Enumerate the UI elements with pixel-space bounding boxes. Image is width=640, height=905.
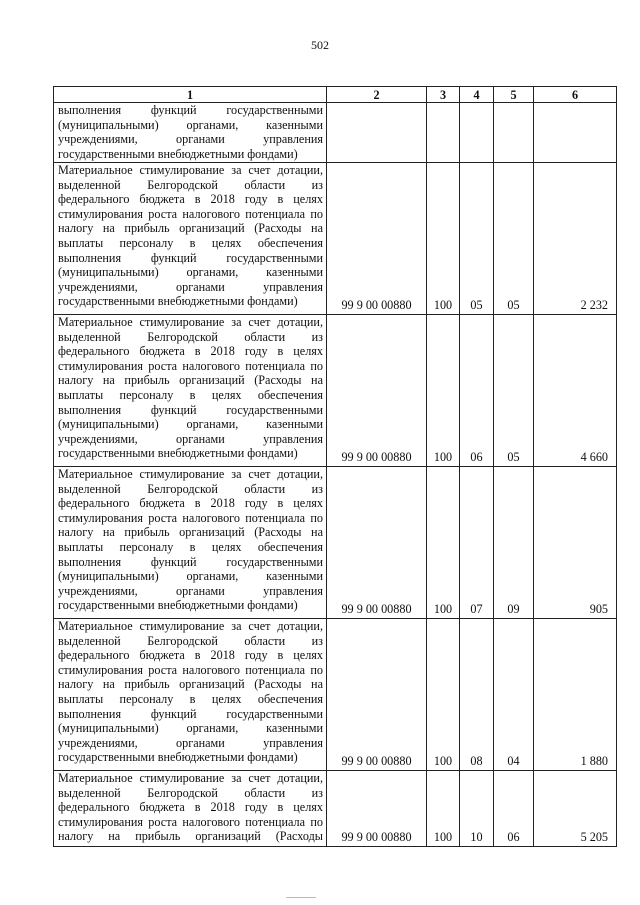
row-col4: 07 [460,467,494,619]
row-col4: 05 [460,163,494,315]
continuation-code-cell [327,103,427,163]
row-amount: 1 880 [534,619,617,771]
table-row [54,163,617,315]
row-description [54,315,327,467]
continuation-col5-cell [494,103,534,163]
continuation-description [54,103,327,163]
row-amount: 4 660 [534,315,617,467]
page-number: 502 [311,38,329,52]
continuation-amount-cell [534,103,617,163]
row-description [54,619,327,771]
row-amount: 5 205 [534,771,617,847]
budget-table [53,86,617,847]
row-col3: 100 [427,163,460,315]
row-col4: 08 [460,619,494,771]
header-col-4: 4 [460,87,494,103]
row-col3: 100 [427,315,460,467]
row-code: 99 9 00 00880 [327,619,427,771]
row-col5: 05 [494,315,534,467]
header-row [54,87,617,103]
row-description [54,771,327,847]
continuation-col4-cell [460,103,494,163]
row-description-text: Материальное стимулирование за счет дотации, выделенной Белгородской области из федерального бюджета в 2018 году в целях стимулирования роста налогового потенциала по налогу на прибыль организаций (Расходы [58,771,323,844]
row-code: 99 9 00 00880 [327,163,427,315]
header-col-5: 5 [494,87,534,103]
continuation-row [54,103,617,163]
table-header [54,87,617,103]
continuation-col3-cell [427,103,460,163]
header-col-1: 1 [54,87,327,103]
row-col3: 100 [427,771,460,847]
row-description-text: Материальное стимулирование за счет дотации, выделенной Белгородской области из федерального бюджета в 2018 году в целях стимулирования роста налогового потенциала по налогу на прибыль организаций (Расходы на выплаты персоналу в целях обеспечения выполнения функций государственными (муниципальными) органами, казенными учреждениями, органами управления государственными внебюджетными фондами) [58,163,323,309]
row-amount: 2 232 [534,163,617,315]
table-row [54,771,617,847]
table-row [54,467,617,619]
table-body [54,103,617,847]
row-col3: 100 [427,467,460,619]
continuation-text: выполнения функций государственными (муниципальными) органами, казенными учреждениями, органами управления государственными внебюджетными фондами) [58,103,323,161]
row-code: 99 9 00 00880 [327,315,427,467]
row-col5: 06 [494,771,534,847]
row-description-text: Материальное стимулирование за счет дотации, выделенной Белгородской области из федерального бюджета в 2018 году в целях стимулирования роста налогового потенциала по налогу на прибыль организаций (Расходы на выплаты персоналу в целях обеспечения выполнения функций государственными (муниципальными) органами, казенными учреждениями, органами управления государственными внебюджетными фондами) [58,467,323,613]
row-col4: 06 [460,315,494,467]
page-bottom-mark [286,897,316,898]
header-col-6: 6 [534,87,617,103]
row-col5: 05 [494,163,534,315]
row-col5: 04 [494,619,534,771]
row-amount: 905 [534,467,617,619]
row-description-text: Материальное стимулирование за счет дотации, выделенной Белгородской области из федерального бюджета в 2018 году в целях стимулирования роста налогового потенциала по налогу на прибыль организаций (Расходы на выплаты персоналу в целях обеспечения выполнения функций государственными (муниципальными) органами, казенными учреждениями, органами управления государственными внебюджетными фондами) [58,619,323,765]
row-code: 99 9 00 00880 [327,771,427,847]
table-row [54,619,617,771]
header-col-3: 3 [427,87,460,103]
table-row [54,315,617,467]
row-col4: 10 [460,771,494,847]
row-col3: 100 [427,619,460,771]
header-col-2: 2 [327,87,427,103]
row-description [54,163,327,315]
row-code: 99 9 00 00880 [327,467,427,619]
row-description [54,467,327,619]
row-col5: 09 [494,467,534,619]
row-description-text: Материальное стимулирование за счет дотации, выделенной Белгородской области из федерального бюджета в 2018 году в целях стимулирования роста налогового потенциала по налогу на прибыль организаций (Расходы на выплаты персоналу в целях обеспечения выполнения функций государственными (муниципальными) органами, казенными учреждениями, органами управления государственными внебюджетными фондами) [58,315,323,461]
